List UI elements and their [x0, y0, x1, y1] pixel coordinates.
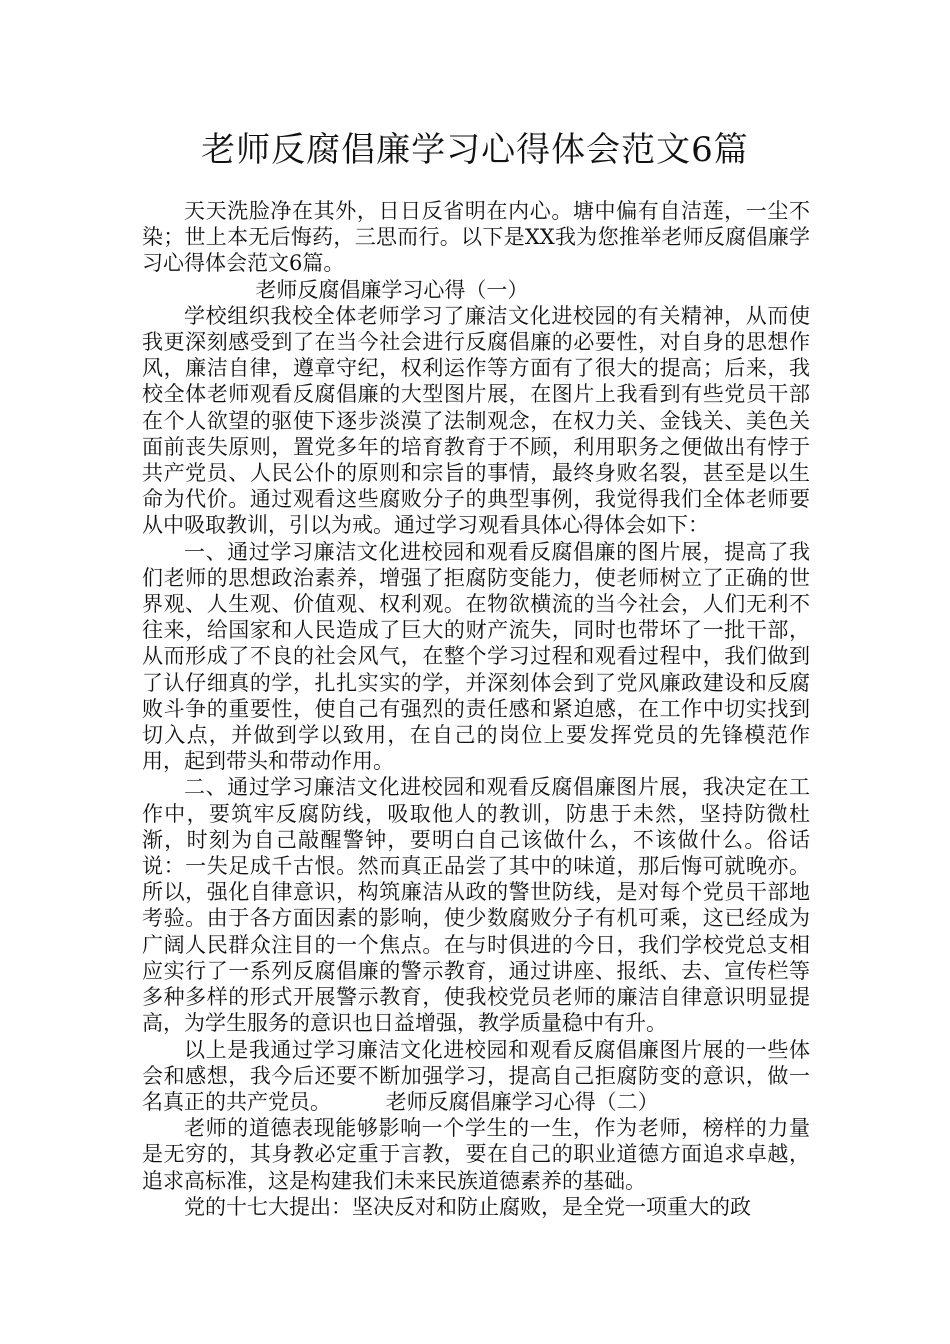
- paragraph-3: 二、通过学习廉洁文化进校园和观看反腐倡廉图片展，我决定在工作中，要筑牢反腐防线，吸取他人的教训，防患于未然，坚持防微杜渐，时刻为自己敲醒警钟，要明白自己该做什么，不该做什么。俗话说：一失足成千古恨。然而真正品尝了其中的味道，那后悔可就晚亦。所以，强化自律意识，构筑廉洁从政的警世防线，是对每个党员干部地考验。由于各方面因素的影响，使少数腐败分子有机可乘，这已经成为广阔人民群众注目的一个焦点。在与时俱进的今日，我们学校党总支相应实行了一系列反腐倡廉的警示教育，通过讲座、报纸、去、宣传栏等多种多样的形式开展警示教育，使我校党员老师的廉洁自律意识明显提高，为学生服务的意识也日益增强，教学质量稳中有升。: [142, 775, 810, 1036]
- paragraph-1: 学校组织我校全体老师学习了廉洁文化进校园的有关精神，从而使我更深刻感受到了在当今社会进行反腐倡廉的必要性，对自身的思想作风，廉洁自律，遵章守纪，权利运作等方面有了很大的提高；后来，我校全体老师观看反腐倡廉的大型图片展，在图片上我看到有些党员干部在个人欲望的驱使下逐步淡漠了法制观念，在权力关、金钱关、美色关面前丧失原则，置党多年的培育教育于不顾，利用职务之便做出有悖于共产党员、人民公仆的原则和宗旨的事情，最终身败名裂，甚至是以生命为代价。通过观看这些腐败分子的典型事例，我觉得我们全体老师要从中吸取教训，引以为戒。通过学习观看具体心得体会如下：: [142, 303, 810, 538]
- paragraph-5: 老师的道德表现能够影响一个学生的一生，作为老师，榜样的力量是无穷的，其身教必定重于言教，要在自己的职业道德方面追求卓越，追求高标准，这是构建我们未来民族道德素养的基础。: [142, 1116, 810, 1193]
- document-body: [142, 198, 810, 1220]
- intro-paragraph: 天天洗脸净在其外，日日反省明在内心。塘中偏有自洁莲，一尘不染；世上本无后悔药，三思而行。以下是XX我为您推举老师反腐倡廉学习心得体会范文6篇。: [142, 199, 810, 276]
- paragraph-4-wrapper: [142, 1037, 810, 1116]
- document-title: 老师反腐倡廉学习心得体会范文6篇: [201, 130, 749, 170]
- paragraph-4: 以上是我通过学习廉洁文化进校园和观看反腐倡廉图片展的一些体会和感想，我今后还要不断加强学习，提高自己拒腐防变的意识，做一名真正的共产党员。: [142, 1037, 810, 1114]
- section-heading-one: 老师反腐倡廉学习心得（一）: [255, 277, 529, 302]
- paragraph-2: 一、通过学习廉洁文化进校园和观看反腐倡廉的图片展，提高了我们老师的思想政治素养，增强了拒腐防变能力，使老师树立了正确的世界观、人生观、价值观、权利观。在物欲横流的当今社会，人们无利不往来，给国家和人民造成了巨大的财产流失，同时也带坏了一批干部，从而形成了不良的社会风气，在整个学习过程和观看过程中，我们做到了认仔细真的学，扎扎实实的学，并深刻体会到了党风廉政建设和反腐败斗争的重要性，使自己有强烈的责任感和紧迫感，在工作中切实找到切入点，并做到学以致用，在自己的岗位上要发挥党员的先锋模范作用，起到带头和带动作用。: [142, 539, 810, 774]
- paragraph-6: 党的十七大提出：坚决反对和防止腐败，是全党一项重大的政: [184, 1194, 751, 1219]
- section-heading-two: 老师反腐倡廉学习心得（二）: [385, 1089, 659, 1114]
